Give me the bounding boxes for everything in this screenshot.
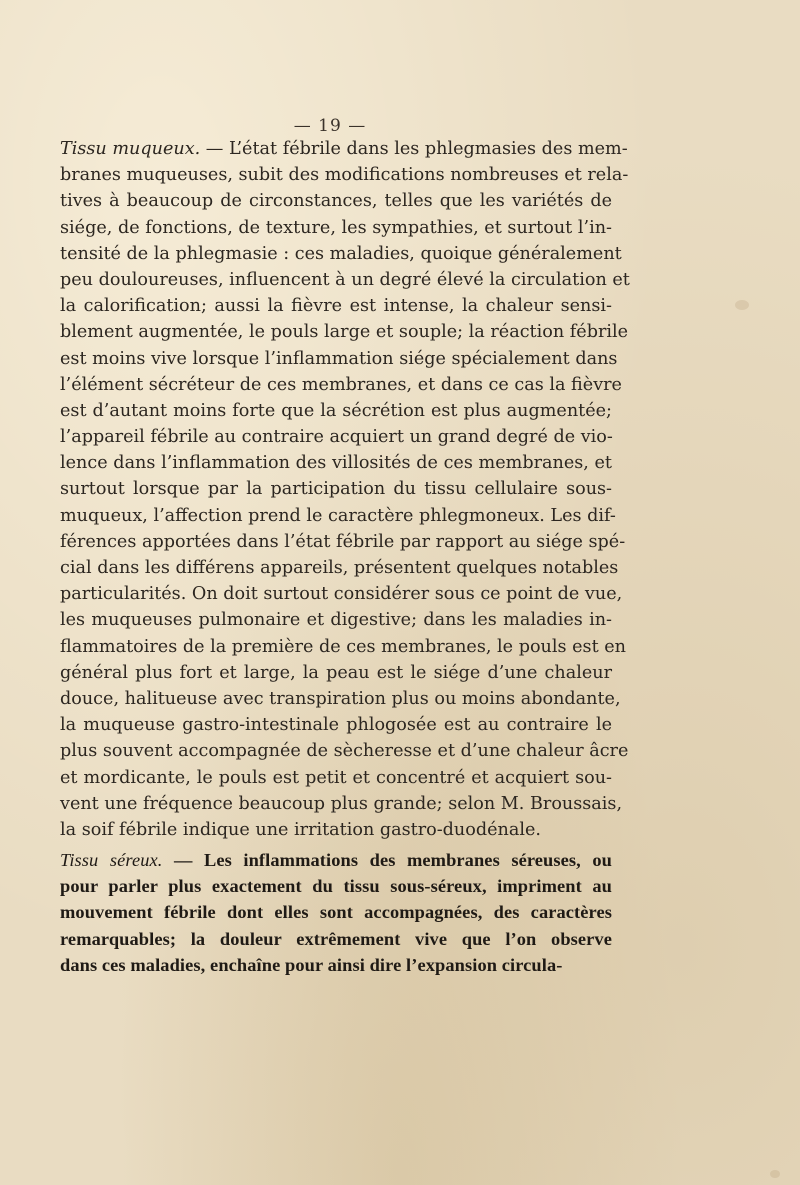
text-line (60, 346, 618, 372)
line-text: remarquables; la douleur extrêmement vive que l’on observe (60, 928, 612, 949)
line-text: particularités. On doit surtout considérer sous ce point de vue, (60, 584, 623, 605)
line-text: branes muqueuses, subit des modifications nombreuses et rela- (60, 165, 629, 186)
line-text: cial dans les différens appareils, présentent quelques notables (60, 558, 619, 578)
line-text: — Les inflammations des membranes séreuses, ou (162, 850, 612, 871)
line-text: tives à beaucoup de circonstances, telles que les variétés de (60, 191, 612, 212)
text-line (60, 372, 622, 398)
line-text: général plus fort et large, la peau est le siége d’une chaleur (60, 662, 612, 683)
text-line (60, 926, 612, 952)
section-heading: Tissu séreux. (60, 850, 163, 871)
text-line (60, 215, 612, 241)
line-text: plus souvent accompagnée de sècheresse et d’une chaleur âcre (60, 741, 629, 762)
text-line (60, 188, 612, 214)
text-line (60, 765, 612, 791)
text-line (60, 503, 616, 529)
paragraph-tissu-sereux (60, 847, 612, 978)
text-line (60, 555, 619, 581)
text-line (60, 398, 612, 424)
line-text: l’appareil fébrile au contraire acquiert un grand degré de vio- (60, 427, 613, 448)
text-line (60, 686, 621, 712)
text-line (60, 476, 612, 502)
text-line (60, 817, 612, 843)
line-text: lence dans l’inflammation des villosités de ces membranes, et (60, 453, 612, 474)
text-line (60, 899, 612, 925)
line-text: flammatoires de la première de ces membranes, le pouls est en (60, 636, 626, 657)
text-line (60, 847, 612, 873)
body-text (60, 136, 630, 978)
line-text: muqueux, l’affection prend le caractère phlegmoneux. Les dif- (60, 505, 616, 526)
line-text: et mordicante, le pouls est petit et concentré et acquiert sou- (60, 767, 612, 788)
text-line (60, 873, 612, 899)
line-text: blement augmentée, le pouls large et souple; la réaction fébrile (60, 322, 629, 343)
text-line (60, 791, 623, 817)
paper-stain (770, 1170, 780, 1178)
text-line (60, 267, 630, 293)
text-line (60, 450, 612, 476)
line-text: — L’état fébrile dans les phlegmasies des mem- (200, 139, 628, 159)
section-heading: Tissu muqueux. (60, 139, 201, 159)
line-text: dans ces maladies, enchaîne pour ainsi dire l’expansion circula- (60, 954, 563, 975)
paper-stain (735, 300, 749, 310)
line-text: l’élément sécréteur de ces membranes, et dans ce cas la fièvre (60, 374, 622, 395)
text-line (60, 607, 612, 633)
line-text: vent une fréquence beaucoup plus grande; selon M. Broussais, (60, 793, 623, 814)
line-text: siége, de fonctions, de texture, les sympathies, et surtout l’in- (60, 217, 612, 238)
line-text: mouvement fébrile dont elles sont accompagnées, des caractères (60, 902, 612, 923)
text-line (60, 424, 612, 450)
text-line (60, 660, 612, 686)
line-text: tensité de la phlegmasie : ces maladies, quoique généralement (60, 243, 622, 264)
line-text: pour parler plus exactement du tissu sous-séreux, impriment au (60, 876, 612, 897)
line-text: douce, halitueuse avec transpiration plus ou moins abondante, (60, 688, 621, 709)
text-line (60, 712, 612, 738)
line-text: les muqueuses pulmonaire et digestive; dans les maladies in- (60, 610, 612, 631)
text-line (60, 136, 628, 162)
text-line (60, 162, 629, 188)
text-line (60, 529, 626, 555)
text-line (60, 293, 612, 319)
text-line (60, 738, 629, 764)
text-line (60, 952, 612, 978)
text-line (60, 241, 622, 267)
line-text: est d’autant moins forte que la sécrétion est plus augmentée; (60, 400, 612, 421)
line-text: surtout lorsque par la participation du tissu cellulaire sous- (60, 479, 612, 500)
text-line (60, 319, 629, 345)
paragraph-tissu-muqueux (60, 136, 630, 843)
line-text: férences apportées dans l’état fébrile par rapport au siége spé- (60, 531, 626, 552)
line-text: la calorification; aussi la fièvre est intense, la chaleur sensi- (60, 296, 612, 317)
line-text: peu douloureuses, influencent à un degré élevé la circulation et (60, 269, 630, 290)
text-line (60, 634, 626, 660)
text-line (60, 581, 623, 607)
line-text: est moins vive lorsque l’inflammation siége spécialement dans (60, 348, 618, 369)
line-text: la muqueuse gastro-intestinale phlogosée est au contraire le (60, 715, 612, 736)
page-number: — 19 — (293, 116, 367, 136)
line-text: la soif fébrile indique une irritation gastro-duodénale. (60, 819, 541, 840)
